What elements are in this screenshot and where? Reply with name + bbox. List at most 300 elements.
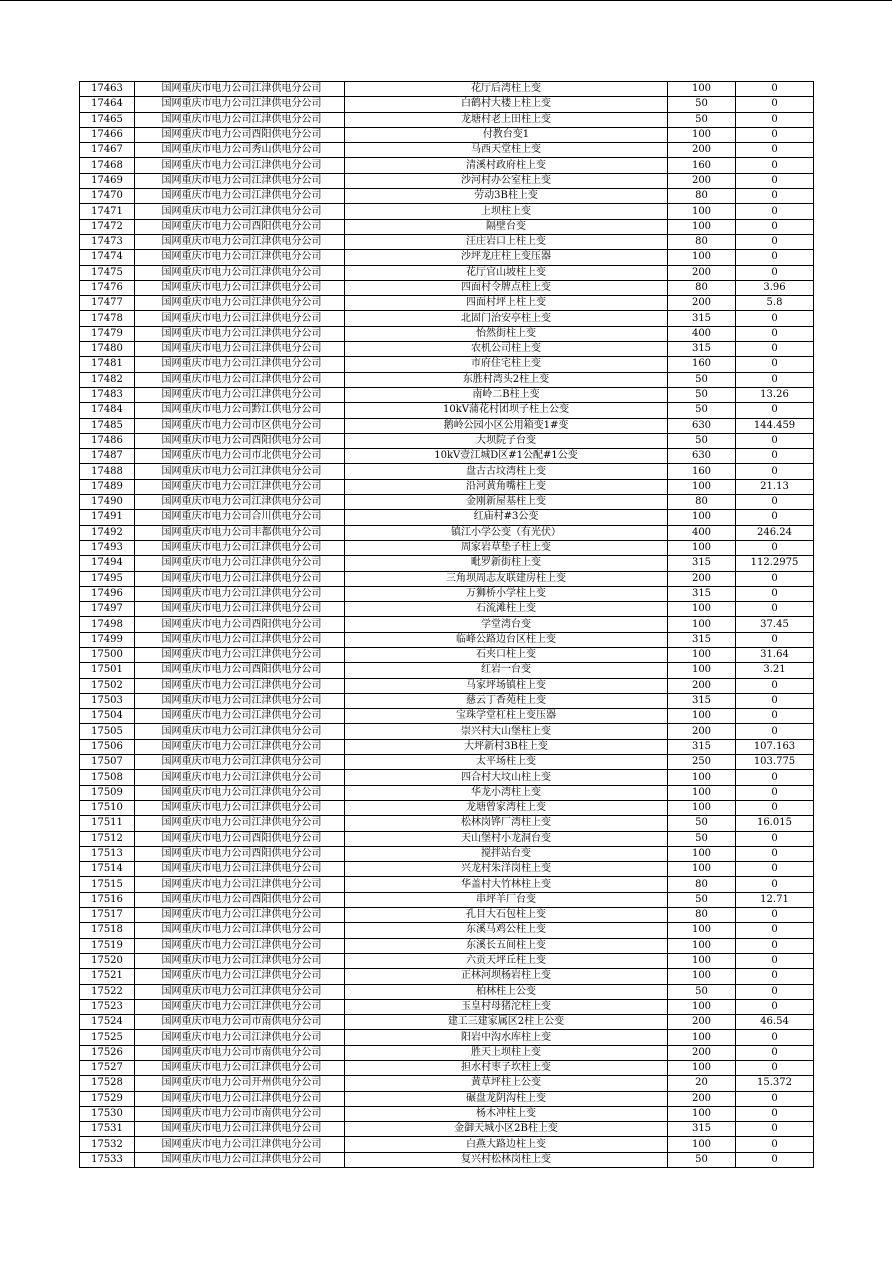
station-name-cell: 临峰公路边台区柱上变 <box>345 632 668 647</box>
row-id-cell: 17489 <box>80 479 135 494</box>
company-cell: 国网重庆市电力公司江津供电分公司 <box>135 602 345 617</box>
row-id-cell: 17515 <box>80 877 135 892</box>
row-id-cell: 17480 <box>80 342 135 357</box>
value-cell: 0 <box>736 449 814 464</box>
company-cell: 国网重庆市电力公司江津供电分公司 <box>135 173 345 188</box>
value-cell: 112.2975 <box>736 556 814 571</box>
station-name-cell: 松林岗铧厂湾柱上变 <box>345 816 668 831</box>
table-row <box>80 602 814 617</box>
row-id-cell: 17499 <box>80 632 135 647</box>
row-id-cell: 17509 <box>80 785 135 800</box>
row-id-cell: 17512 <box>80 831 135 846</box>
company-cell: 国网重庆市电力公司江津供电分公司 <box>135 571 345 586</box>
row-id-cell: 17519 <box>80 938 135 953</box>
capacity-cell: 50 <box>668 372 736 387</box>
row-id-cell: 17517 <box>80 908 135 923</box>
station-name-cell: 华盖村大竹林柱上变 <box>345 877 668 892</box>
station-name-cell: 龙塘村老上田柱上变 <box>345 112 668 127</box>
station-name-cell: 农机公司柱上变 <box>345 342 668 357</box>
capacity-cell: 315 <box>668 1122 736 1137</box>
station-name-cell: 周家岩草垫子柱上变 <box>345 540 668 555</box>
table-row <box>80 724 814 739</box>
station-name-cell: 黄草坪柱上公变 <box>345 1076 668 1091</box>
company-cell: 国网重庆市电力公司江津供电分公司 <box>135 816 345 831</box>
station-name-cell: 金御天城小区2B柱上变 <box>345 1122 668 1137</box>
capacity-cell: 630 <box>668 418 736 433</box>
row-id-cell: 17472 <box>80 219 135 234</box>
capacity-cell: 100 <box>668 250 736 265</box>
table-row <box>80 678 814 693</box>
capacity-cell: 100 <box>668 617 736 632</box>
capacity-cell: 50 <box>668 831 736 846</box>
table-row <box>80 938 814 953</box>
row-id-cell: 17493 <box>80 540 135 555</box>
value-cell: 0 <box>736 770 814 785</box>
capacity-cell: 100 <box>668 479 736 494</box>
row-id-cell: 17513 <box>80 846 135 861</box>
row-id-cell: 17486 <box>80 433 135 448</box>
station-name-cell: 怡然街柱上变 <box>345 326 668 341</box>
table-row <box>80 663 814 678</box>
capacity-cell: 100 <box>668 709 736 724</box>
station-name-cell: 白燕大路边柱上变 <box>345 1137 668 1152</box>
value-cell: 0 <box>736 632 814 647</box>
station-name-cell: 市府住宅柱上变 <box>345 357 668 372</box>
company-cell: 国网重庆市电力公司江津供电分公司 <box>135 755 345 770</box>
table-row <box>80 556 814 571</box>
value-cell: 0 <box>736 433 814 448</box>
capacity-cell: 100 <box>668 602 736 617</box>
capacity-cell: 80 <box>668 877 736 892</box>
capacity-cell: 100 <box>668 204 736 219</box>
top-rule <box>0 0 892 1</box>
company-cell: 国网重庆市电力公司江津供电分公司 <box>135 250 345 265</box>
capacity-cell: 100 <box>668 846 736 861</box>
capacity-cell: 315 <box>668 342 736 357</box>
capacity-cell: 200 <box>668 724 736 739</box>
table-row <box>80 403 814 418</box>
value-cell: 0 <box>736 953 814 968</box>
value-cell: 0 <box>736 984 814 999</box>
table-row <box>80 479 814 494</box>
table-row <box>80 953 814 968</box>
value-cell: 0 <box>736 800 814 815</box>
value-cell: 0 <box>736 1137 814 1152</box>
value-cell: 37.45 <box>736 617 814 632</box>
station-name-cell: 四面村坪上柱上变 <box>345 296 668 311</box>
row-id-cell: 17521 <box>80 969 135 984</box>
company-cell: 国网重庆市电力公司江津供电分公司 <box>135 678 345 693</box>
table-row <box>80 617 814 632</box>
company-cell: 国网重庆市电力公司江津供电分公司 <box>135 158 345 173</box>
table-row <box>80 387 814 402</box>
company-cell: 国网重庆市电力公司江津供电分公司 <box>135 204 345 219</box>
table-row <box>80 709 814 724</box>
table-row <box>80 234 814 249</box>
capacity-cell: 100 <box>668 1137 736 1152</box>
capacity-cell: 160 <box>668 158 736 173</box>
station-name-cell: 四合村大坟山柱上变 <box>345 770 668 785</box>
station-name-cell: 红岩一台变 <box>345 663 668 678</box>
table-row <box>80 143 814 158</box>
station-name-cell: 宝珠学堂杠柱上变压器 <box>345 709 668 724</box>
capacity-cell: 100 <box>668 127 736 142</box>
row-id-cell: 17479 <box>80 326 135 341</box>
value-cell: 16.015 <box>736 816 814 831</box>
company-cell: 国网重庆市电力公司江津供电分公司 <box>135 189 345 204</box>
row-id-cell: 17528 <box>80 1076 135 1091</box>
row-id-cell: 17500 <box>80 647 135 662</box>
station-name-cell: 汪庄岩口上柱上变 <box>345 234 668 249</box>
value-cell: 0 <box>736 219 814 234</box>
capacity-cell: 50 <box>668 1152 736 1167</box>
capacity-cell: 315 <box>668 693 736 708</box>
company-cell: 国网重庆市电力公司江津供电分公司 <box>135 234 345 249</box>
value-cell: 0 <box>736 846 814 861</box>
company-cell: 国网重庆市电力公司江津供电分公司 <box>135 938 345 953</box>
table-row <box>80 433 814 448</box>
value-cell: 0 <box>736 908 814 923</box>
station-name-cell: 沙河村办公室柱上变 <box>345 173 668 188</box>
table-row <box>80 571 814 586</box>
company-cell: 国网重庆市电力公司江津供电分公司 <box>135 800 345 815</box>
table-row <box>80 1076 814 1091</box>
company-cell: 国网重庆市电力公司江津供电分公司 <box>135 632 345 647</box>
value-cell: 0 <box>736 724 814 739</box>
company-cell: 国网重庆市电力公司江津供电分公司 <box>135 999 345 1014</box>
row-id-cell: 17471 <box>80 204 135 219</box>
capacity-cell: 100 <box>668 938 736 953</box>
company-cell: 国网重庆市电力公司江津供电分公司 <box>135 342 345 357</box>
table-row <box>80 204 814 219</box>
company-cell: 国网重庆市电力公司江津供电分公司 <box>135 953 345 968</box>
table-row <box>80 800 814 815</box>
capacity-cell: 200 <box>668 173 736 188</box>
value-cell: 15.372 <box>736 1076 814 1091</box>
station-name-cell: 兴龙村朱洋岗柱上变 <box>345 862 668 877</box>
capacity-cell: 100 <box>668 969 736 984</box>
capacity-cell: 200 <box>668 143 736 158</box>
row-id-cell: 17490 <box>80 495 135 510</box>
company-cell: 国网重庆市电力公司江津供电分公司 <box>135 877 345 892</box>
row-id-cell: 17526 <box>80 1045 135 1060</box>
capacity-cell: 50 <box>668 816 736 831</box>
station-name-cell: 石夹口柱上变 <box>345 647 668 662</box>
station-name-cell: 付教台变1 <box>345 127 668 142</box>
station-name-cell: 玉皇村母猪沱柱上变 <box>345 999 668 1014</box>
table-row <box>80 647 814 662</box>
table-row <box>80 739 814 754</box>
company-cell: 国网重庆市电力公司市南供电分公司 <box>135 1045 345 1060</box>
value-cell: 0 <box>736 173 814 188</box>
station-name-cell: 10kV蒲花村团坝子柱上公变 <box>345 403 668 418</box>
table-row <box>80 311 814 326</box>
row-id-cell: 17508 <box>80 770 135 785</box>
company-cell: 国网重庆市电力公司开州供电分公司 <box>135 1076 345 1091</box>
company-cell: 国网重庆市电力公司江津供电分公司 <box>135 908 345 923</box>
table-row <box>80 280 814 295</box>
capacity-cell: 50 <box>668 892 736 907</box>
value-cell: 46.54 <box>736 1015 814 1030</box>
company-cell: 国网重庆市电力公司江津供电分公司 <box>135 280 345 295</box>
company-cell: 国网重庆市电力公司江津供电分公司 <box>135 311 345 326</box>
company-cell: 国网重庆市电力公司江津供电分公司 <box>135 739 345 754</box>
company-cell: 国网重庆市电力公司市南供电分公司 <box>135 1106 345 1121</box>
company-cell: 国网重庆市电力公司江津供电分公司 <box>135 1030 345 1045</box>
row-id-cell: 17483 <box>80 387 135 402</box>
row-id-cell: 17529 <box>80 1091 135 1106</box>
company-cell: 国网重庆市电力公司江津供电分公司 <box>135 984 345 999</box>
station-name-cell: 10kV壹江城D区#1公配#1公变 <box>345 449 668 464</box>
station-name-cell: 花厅后湾柱上变 <box>345 82 668 97</box>
table-body <box>80 82 814 1168</box>
station-name-cell: 胜天上坝柱上变 <box>345 1045 668 1060</box>
value-cell: 0 <box>736 586 814 601</box>
row-id-cell: 17463 <box>80 82 135 97</box>
station-name-cell: 北固门治安亭柱上变 <box>345 311 668 326</box>
value-cell: 0 <box>736 1030 814 1045</box>
table-row <box>80 296 814 311</box>
company-cell: 国网重庆市电力公司江津供电分公司 <box>135 372 345 387</box>
capacity-cell: 100 <box>668 800 736 815</box>
company-cell: 国网重庆市电力公司江津供电分公司 <box>135 479 345 494</box>
table-row <box>80 189 814 204</box>
data-table <box>79 81 814 1168</box>
capacity-cell: 200 <box>668 296 736 311</box>
capacity-cell: 100 <box>668 663 736 678</box>
table-row <box>80 1061 814 1076</box>
station-name-cell: 花厅官山坡柱上变 <box>345 265 668 280</box>
table-row <box>80 862 814 877</box>
capacity-cell: 100 <box>668 647 736 662</box>
value-cell: 0 <box>736 82 814 97</box>
table-row <box>80 449 814 464</box>
company-cell: 国网重庆市电力公司江津供电分公司 <box>135 556 345 571</box>
company-cell: 国网重庆市电力公司酉阳供电分公司 <box>135 433 345 448</box>
value-cell: 5.8 <box>736 296 814 311</box>
table-row <box>80 127 814 142</box>
station-name-cell: 东溪马鸡公柱上变 <box>345 923 668 938</box>
company-cell: 国网重庆市电力公司江津供电分公司 <box>135 862 345 877</box>
station-name-cell: 串坪羊厂台变 <box>345 892 668 907</box>
company-cell: 国网重庆市电力公司秀山供电分公司 <box>135 143 345 158</box>
table-row <box>80 908 814 923</box>
capacity-cell: 160 <box>668 357 736 372</box>
row-id-cell: 17498 <box>80 617 135 632</box>
capacity-cell: 100 <box>668 999 736 1014</box>
company-cell: 国网重庆市电力公司合川供电分公司 <box>135 510 345 525</box>
row-id-cell: 17505 <box>80 724 135 739</box>
capacity-cell: 400 <box>668 326 736 341</box>
row-id-cell: 17470 <box>80 189 135 204</box>
table-row <box>80 540 814 555</box>
company-cell: 国网重庆市电力公司江津供电分公司 <box>135 82 345 97</box>
capacity-cell: 100 <box>668 862 736 877</box>
row-id-cell: 17473 <box>80 234 135 249</box>
value-cell: 0 <box>736 862 814 877</box>
value-cell: 0 <box>736 831 814 846</box>
value-cell: 0 <box>736 785 814 800</box>
row-id-cell: 17464 <box>80 97 135 112</box>
value-cell: 0 <box>736 158 814 173</box>
company-cell: 国网重庆市电力公司江津供电分公司 <box>135 785 345 800</box>
value-cell: 0 <box>736 403 814 418</box>
value-cell: 0 <box>736 877 814 892</box>
station-name-cell: 学堂湾台变 <box>345 617 668 632</box>
company-cell: 国网重庆市电力公司市区供电分公司 <box>135 418 345 433</box>
row-id-cell: 17488 <box>80 464 135 479</box>
capacity-cell: 315 <box>668 632 736 647</box>
capacity-cell: 20 <box>668 1076 736 1091</box>
value-cell: 0 <box>736 265 814 280</box>
table-row <box>80 984 814 999</box>
station-name-cell: 万狮桥小学柱上变 <box>345 586 668 601</box>
capacity-cell: 80 <box>668 280 736 295</box>
row-id-cell: 17510 <box>80 800 135 815</box>
station-name-cell: 金刚新屋基柱上变 <box>345 495 668 510</box>
station-name-cell: 龙塘曾家湾柱上变 <box>345 800 668 815</box>
capacity-cell: 50 <box>668 97 736 112</box>
station-name-cell: 上坝柱上变 <box>345 204 668 219</box>
value-cell: 103.775 <box>736 755 814 770</box>
value-cell: 0 <box>736 372 814 387</box>
table-row <box>80 326 814 341</box>
station-name-cell: 沙坪龙庄柱上变压器 <box>345 250 668 265</box>
value-cell: 246.24 <box>736 525 814 540</box>
value-cell: 3.21 <box>736 663 814 678</box>
value-cell: 0 <box>736 693 814 708</box>
row-id-cell: 17507 <box>80 755 135 770</box>
capacity-cell: 100 <box>668 770 736 785</box>
station-name-cell: 马家坪场镇柱上变 <box>345 678 668 693</box>
station-name-cell: 柏林柱上公变 <box>345 984 668 999</box>
row-id-cell: 17518 <box>80 923 135 938</box>
station-name-cell: 崇兴村大山堡柱上变 <box>345 724 668 739</box>
value-cell: 107.163 <box>736 739 814 754</box>
station-name-cell: 石流滩柱上变 <box>345 602 668 617</box>
row-id-cell: 17514 <box>80 862 135 877</box>
company-cell: 国网重庆市电力公司江津供电分公司 <box>135 357 345 372</box>
value-cell: 0 <box>736 112 814 127</box>
row-id-cell: 17516 <box>80 892 135 907</box>
station-name-cell: 东溪长五间柱上变 <box>345 938 668 953</box>
table-row <box>80 97 814 112</box>
capacity-cell: 50 <box>668 112 736 127</box>
value-cell: 0 <box>736 464 814 479</box>
row-id-cell: 17477 <box>80 296 135 311</box>
company-cell: 国网重庆市电力公司江津供电分公司 <box>135 265 345 280</box>
company-cell: 国网重庆市电力公司江津供电分公司 <box>135 97 345 112</box>
value-cell: 144.459 <box>736 418 814 433</box>
table-row <box>80 831 814 846</box>
value-cell: 0 <box>736 709 814 724</box>
value-cell: 0 <box>736 143 814 158</box>
value-cell: 0 <box>736 1045 814 1060</box>
station-name-cell: 清溪村政府柱上变 <box>345 158 668 173</box>
station-name-cell: 正林河坝杨岩柱上变 <box>345 969 668 984</box>
row-id-cell: 17468 <box>80 158 135 173</box>
company-cell: 国网重庆市电力公司江津供电分公司 <box>135 464 345 479</box>
row-id-cell: 17484 <box>80 403 135 418</box>
value-cell: 0 <box>736 204 814 219</box>
row-id-cell: 17482 <box>80 372 135 387</box>
station-name-cell: 隔壁台变 <box>345 219 668 234</box>
capacity-cell: 200 <box>668 678 736 693</box>
row-id-cell: 17497 <box>80 602 135 617</box>
company-cell: 国网重庆市电力公司江津供电分公司 <box>135 586 345 601</box>
company-cell: 国网重庆市电力公司江津供电分公司 <box>135 1122 345 1137</box>
station-name-cell: 马西天堂柱上变 <box>345 143 668 158</box>
table-row <box>80 586 814 601</box>
company-cell: 国网重庆市电力公司江津供电分公司 <box>135 495 345 510</box>
company-cell: 国网重庆市电力公司酉阳供电分公司 <box>135 663 345 678</box>
row-id-cell: 17523 <box>80 999 135 1014</box>
company-cell: 国网重庆市电力公司江津供电分公司 <box>135 1091 345 1106</box>
value-cell: 13.26 <box>736 387 814 402</box>
capacity-cell: 200 <box>668 1045 736 1060</box>
row-id-cell: 17485 <box>80 418 135 433</box>
value-cell: 0 <box>736 326 814 341</box>
value-cell: 0 <box>736 1106 814 1121</box>
station-name-cell: 南岭二B柱上变 <box>345 387 668 402</box>
capacity-cell: 100 <box>668 1061 736 1076</box>
table-row <box>80 816 814 831</box>
capacity-cell: 400 <box>668 525 736 540</box>
value-cell: 0 <box>736 510 814 525</box>
table-row <box>80 846 814 861</box>
value-cell: 0 <box>736 189 814 204</box>
station-name-cell: 红庙村#3公变 <box>345 510 668 525</box>
capacity-cell: 315 <box>668 586 736 601</box>
capacity-cell: 100 <box>668 510 736 525</box>
capacity-cell: 80 <box>668 495 736 510</box>
table-row <box>80 357 814 372</box>
row-id-cell: 17522 <box>80 984 135 999</box>
company-cell: 国网重庆市电力公司江津供电分公司 <box>135 387 345 402</box>
capacity-cell: 50 <box>668 433 736 448</box>
station-name-cell: 担水村枣子坎柱上变 <box>345 1061 668 1076</box>
value-cell: 0 <box>736 602 814 617</box>
capacity-cell: 100 <box>668 785 736 800</box>
company-cell: 国网重庆市电力公司酉阳供电分公司 <box>135 219 345 234</box>
station-name-cell: 孔目大石包柱上变 <box>345 908 668 923</box>
table-row <box>80 923 814 938</box>
capacity-cell: 50 <box>668 403 736 418</box>
table-row <box>80 1045 814 1060</box>
company-cell: 国网重庆市电力公司江津供电分公司 <box>135 709 345 724</box>
table-row <box>80 1152 814 1167</box>
station-name-cell: 盘古古坟湾柱上变 <box>345 464 668 479</box>
company-cell: 国网重庆市电力公司丰都供电分公司 <box>135 525 345 540</box>
station-name-cell: 沿河黄角嘴柱上变 <box>345 479 668 494</box>
company-cell: 国网重庆市电力公司江津供电分公司 <box>135 647 345 662</box>
table-row <box>80 525 814 540</box>
capacity-cell: 100 <box>668 219 736 234</box>
station-name-cell: 碾盘龙阴沟柱上变 <box>345 1091 668 1106</box>
table-row <box>80 877 814 892</box>
table-row <box>80 969 814 984</box>
row-id-cell: 17533 <box>80 1152 135 1167</box>
row-id-cell: 17494 <box>80 556 135 571</box>
capacity-cell: 100 <box>668 923 736 938</box>
capacity-cell: 630 <box>668 449 736 464</box>
row-id-cell: 17476 <box>80 280 135 295</box>
company-cell: 国网重庆市电力公司酉阳供电分公司 <box>135 892 345 907</box>
row-id-cell: 17481 <box>80 357 135 372</box>
value-cell: 0 <box>736 678 814 693</box>
capacity-cell: 315 <box>668 311 736 326</box>
value-cell: 0 <box>736 1152 814 1167</box>
